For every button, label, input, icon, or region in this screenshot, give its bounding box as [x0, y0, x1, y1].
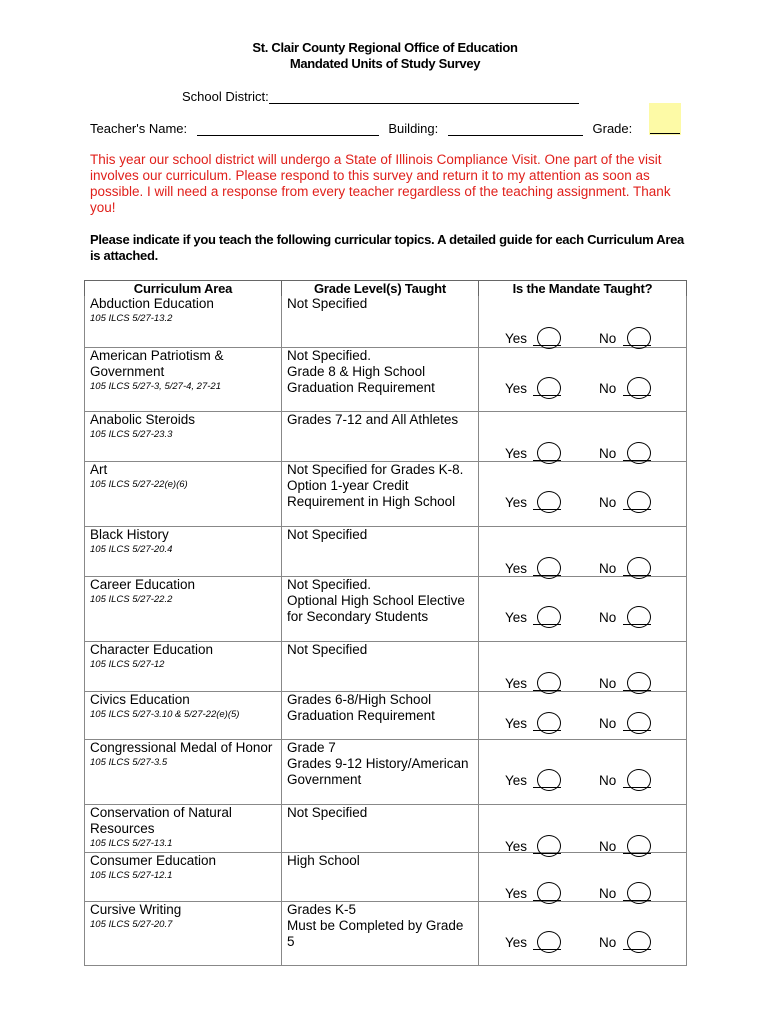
- curriculum-area-name: Character Education: [90, 641, 214, 657]
- yes-radio[interactable]: [537, 606, 561, 628]
- mandate-answer-cell: [479, 852, 687, 901]
- yes-radio[interactable]: [537, 377, 561, 399]
- school-district-field[interactable]: [269, 88, 579, 104]
- grade-level-cell: [282, 296, 479, 347]
- yes-radio[interactable]: [537, 769, 561, 791]
- no-label: No: [599, 331, 617, 346]
- column-header-area: Curriculum Area: [85, 281, 282, 297]
- no-radio[interactable]: [627, 606, 651, 628]
- grade-level-text: High School: [287, 852, 360, 868]
- no-label: No: [599, 715, 617, 731]
- curriculum-area-name: Abduction Education: [90, 296, 214, 311]
- statute-citation: 105 ILCS 5/27-3.5: [90, 756, 168, 768]
- table-row: [85, 641, 687, 691]
- curriculum-area-cell: [85, 739, 282, 804]
- yes-label: Yes: [505, 560, 528, 576]
- grade-level-cell: [282, 852, 479, 901]
- no-radio[interactable]: [627, 377, 651, 399]
- mandate-answer-cell: [479, 347, 687, 411]
- curriculum-area-cell: [85, 804, 282, 852]
- no-label: No: [599, 838, 617, 854]
- no-radio[interactable]: [627, 491, 651, 513]
- grade-level-cell: [282, 739, 479, 804]
- teacher-info-row: [90, 120, 632, 136]
- curriculum-area-cell: [85, 461, 282, 526]
- grade-level-cell: [282, 347, 479, 411]
- mandate-answer-cell: [479, 461, 687, 526]
- curriculum-area-name: Anabolic Steroids: [90, 411, 196, 427]
- grade-level-text: Not Specified: [287, 526, 368, 542]
- mandate-answer-cell: [479, 804, 687, 852]
- yes-label: Yes: [505, 675, 528, 691]
- no-radio[interactable]: [627, 769, 651, 791]
- grade-level-text: Grades 6-8/High School Graduation Requirement: [287, 691, 435, 723]
- no-label: No: [599, 560, 617, 576]
- no-label: No: [599, 609, 617, 625]
- survey-title-line2: Mandated Units of Study Survey: [289, 56, 481, 71]
- grade-level-cell: [282, 411, 479, 461]
- compliance-notice: This year our school district will undergo a State of Illinois Compliance Visit. One part of the visit involves our curriculum. Please respond to this survey and return it to my attention as soon as possible. I will need a response from every teacher regardless of the teaching assignment. Thank you!: [90, 152, 671, 215]
- table-row: [85, 461, 687, 526]
- curriculum-area-name: Conservation of Natural Resources: [90, 804, 232, 836]
- yes-radio[interactable]: [537, 327, 561, 349]
- curriculum-area-cell: [85, 347, 282, 411]
- no-radio[interactable]: [627, 931, 651, 953]
- statute-citation: 105 ILCS 5/27-20.7: [90, 918, 173, 930]
- no-label: No: [599, 494, 617, 510]
- table-row: [85, 296, 687, 347]
- column-header-grades: Grade Level(s) Taught: [282, 281, 479, 297]
- grade-level-cell: [282, 576, 479, 641]
- teacher-name-label: Teacher's Name:: [90, 121, 188, 136]
- curriculum-area-cell: [85, 901, 282, 965]
- table-row: [85, 411, 687, 461]
- teacher-name-field[interactable]: [197, 120, 379, 136]
- curriculum-area-name: Black History: [90, 526, 169, 542]
- grade-level-text: Grades 7-12 and All Athletes: [287, 411, 459, 427]
- curriculum-area-cell: [85, 526, 282, 576]
- grade-level-cell: [282, 641, 479, 691]
- column-header-mandate: Is the Mandate Taught?: [479, 281, 687, 297]
- yes-label: Yes: [505, 609, 528, 625]
- table-row: [85, 691, 687, 739]
- grade-label: Grade:: [592, 121, 633, 136]
- grade-level-cell: [282, 461, 479, 526]
- statute-citation: 105 ILCS 5/27-22.2: [90, 593, 173, 605]
- curriculum-area-name: Consumer Education: [90, 852, 217, 868]
- curriculum-area-name: Career Education: [90, 576, 196, 592]
- grade-level-cell: [282, 691, 479, 739]
- mandate-answer-cell: [479, 739, 687, 804]
- curriculum-area-cell: [85, 691, 282, 739]
- yes-label: Yes: [505, 494, 528, 510]
- grade-level-text: Not Specified. Grade 8 & High School Graduation Requirement: [287, 347, 435, 395]
- grade-level-text: Grades K-5 Must be Completed by Grade 5: [287, 901, 464, 949]
- table-row: [85, 739, 687, 804]
- curriculum-area-name: Congressional Medal of Honor: [90, 739, 273, 755]
- table-row: [85, 347, 687, 411]
- grade-level-text: Not Specified for Grades K-8. Option 1-year Credit Requirement in High School: [287, 461, 464, 509]
- yes-label: Yes: [505, 934, 528, 950]
- curriculum-area-cell: [85, 641, 282, 691]
- table-row: [85, 576, 687, 641]
- no-radio[interactable]: [627, 712, 651, 734]
- no-radio[interactable]: [627, 327, 651, 349]
- yes-label: Yes: [505, 885, 528, 901]
- statute-citation: 105 ILCS 5/27-13.2: [90, 313, 173, 324]
- school-district-label: School District:: [182, 89, 269, 104]
- curriculum-area-cell: [85, 852, 282, 901]
- building-field[interactable]: [448, 120, 583, 136]
- yes-label: Yes: [505, 445, 528, 461]
- school-district-row: [182, 88, 579, 104]
- building-label: Building:: [388, 121, 439, 136]
- grade-level-cell: [282, 526, 479, 576]
- statute-citation: 105 ILCS 5/27-3.10 & 5/27-22(e)(5): [90, 708, 240, 720]
- yes-radio[interactable]: [537, 712, 561, 734]
- yes-label: Yes: [505, 772, 528, 788]
- grade-level-text: Not Specified: [287, 296, 368, 311]
- mandate-answer-cell: [479, 411, 687, 461]
- grade-field[interactable]: [649, 103, 681, 135]
- mandate-answer-cell: [479, 296, 687, 347]
- curriculum-area-cell: [85, 576, 282, 641]
- table-row: [85, 852, 687, 901]
- no-label: No: [599, 772, 617, 788]
- curriculum-area-name: Cursive Writing: [90, 901, 182, 917]
- no-label: No: [599, 675, 617, 691]
- no-label: No: [599, 885, 617, 901]
- grade-field-underline: [650, 133, 680, 134]
- grade-level-text: Not Specified. Optional High School Elective for Secondary Students: [287, 576, 465, 624]
- statute-citation: 105 ILCS 5/27-22(e)(6): [90, 478, 188, 490]
- no-label: No: [599, 380, 617, 396]
- mandate-answer-cell: [479, 526, 687, 576]
- statute-citation: 105 ILCS 5/27-3, 5/27-4, 27-21: [90, 380, 221, 392]
- curriculum-area-name: American Patriotism & Government: [90, 347, 224, 379]
- yes-label: Yes: [505, 380, 528, 396]
- instructions: Please indicate if you teach the following curricular topics. A detailed guide for each Curriculum Area is attached.: [90, 232, 684, 263]
- statute-citation: 105 ILCS 5/27-23.3: [90, 428, 173, 440]
- yes-label: Yes: [505, 715, 528, 731]
- curriculum-table: [84, 280, 687, 966]
- survey-title-line1: St. Clair County Regional Office of Education: [252, 40, 518, 55]
- yes-label: Yes: [505, 838, 528, 854]
- curriculum-area-cell: [85, 411, 282, 461]
- curriculum-area-cell: [85, 296, 282, 347]
- grade-level-cell: [282, 901, 479, 965]
- yes-label: Yes: [505, 331, 528, 346]
- statute-citation: 105 ILCS 5/27-20.4: [90, 543, 173, 555]
- no-label: No: [599, 934, 617, 950]
- mandate-answer-cell: [479, 576, 687, 641]
- grade-level-text: Not Specified: [287, 804, 368, 820]
- yes-radio[interactable]: [537, 931, 561, 953]
- curriculum-area-name: Civics Education: [90, 691, 190, 707]
- table-row: [85, 526, 687, 576]
- statute-citation: 105 ILCS 5/27-12.1: [90, 869, 173, 881]
- grade-level-cell: [282, 804, 479, 852]
- no-label: No: [599, 445, 617, 461]
- yes-radio[interactable]: [537, 491, 561, 513]
- statute-citation: 105 ILCS 5/27-12: [90, 658, 165, 670]
- mandate-answer-cell: [479, 641, 687, 691]
- curriculum-area-name: Art: [90, 461, 108, 477]
- grade-level-text: Not Specified: [287, 641, 368, 657]
- mandate-answer-cell: [479, 901, 687, 965]
- grade-level-text: Grade 7 Grades 9-12 History/American Government: [287, 739, 469, 787]
- table-row: [85, 804, 687, 852]
- statute-citation: 105 ILCS 5/27-13.1: [90, 837, 173, 849]
- table-row: [85, 901, 687, 965]
- mandate-answer-cell: [479, 691, 687, 739]
